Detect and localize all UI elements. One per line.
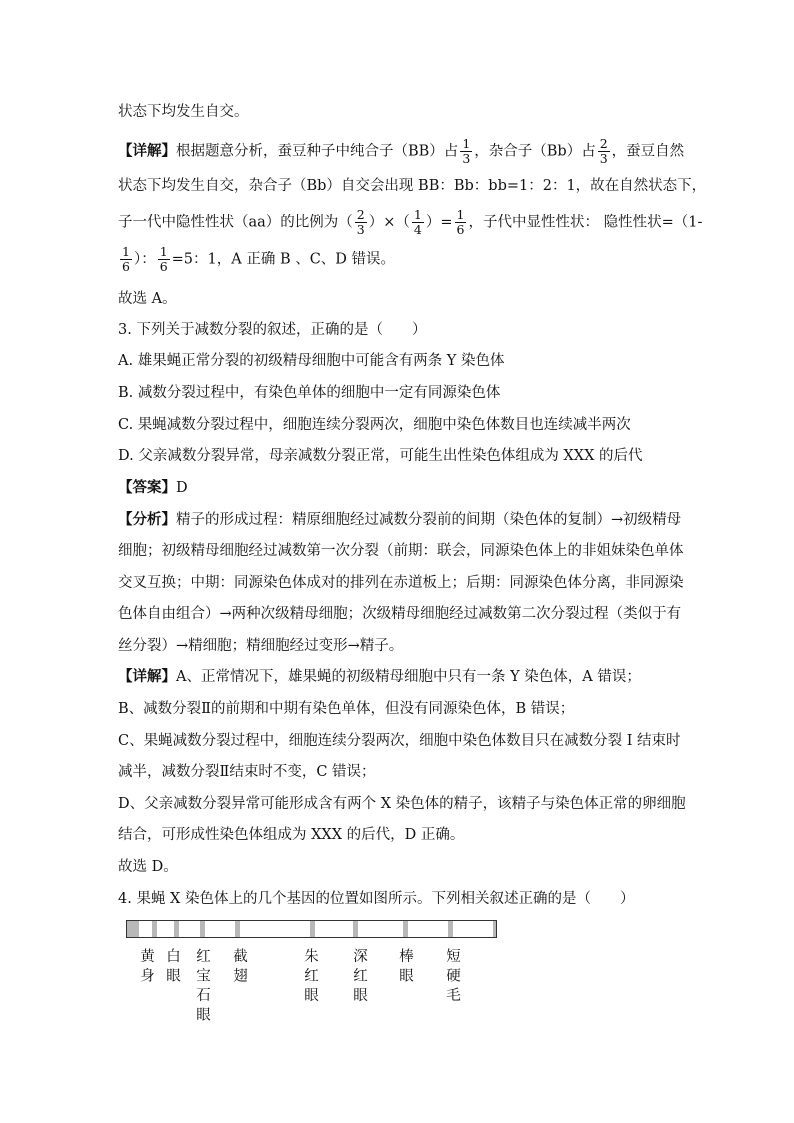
chromosome-band bbox=[157, 921, 174, 937]
gene-label: 短硬毛 bbox=[444, 948, 460, 1007]
detail-line bbox=[118, 667, 641, 687]
detail-line: C、果蝇减数分裂过程中，细胞连续分裂两次，细胞中染色体数目只在减数分裂 I 结束时 bbox=[118, 733, 681, 749]
detail-tag: 【详解】 bbox=[118, 142, 176, 160]
option-a: A. 雄果蝇正常分裂的初级精母细胞中可能含有两条 Y 染色体 bbox=[118, 353, 505, 369]
chromosome-band bbox=[240, 921, 310, 937]
analysis-line: 交叉互换；中期：同源染色体成对的排列在赤道板上；后期：同源染色体分离，非同源染 bbox=[118, 575, 684, 591]
fraction: $\frac{2}{3}$ bbox=[356, 207, 365, 237]
chromosome-band bbox=[358, 921, 403, 937]
detail-line: D、父亲减数分裂异常可能形成含有两个 X 染色体的精子，该精子与染色体正常的卵细胞 bbox=[118, 796, 686, 812]
detail-tag: 【详解】 bbox=[118, 668, 176, 685]
text-segment: ，子代中显性性状： 隐性性状=（1- bbox=[468, 214, 703, 231]
analysis-line: 色体自由组合）→两种次级精母细胞；次级精母细胞经过减数第二次分裂过程（类似于有 bbox=[118, 606, 682, 622]
gene-label: 白眼 bbox=[164, 948, 180, 987]
text-line: 状态下均发生自交，杂合子（Bb）自交会出现 BB：Bb：bb=1：2：1，故在自然状态下， bbox=[118, 178, 707, 194]
text-segment: ）： bbox=[133, 251, 156, 268]
gene-label: 棒眼 bbox=[397, 948, 413, 987]
text-segment: A、正常情况下，雄果蝇的初级精母细胞中只有一条 Y 染色体，A 错误； bbox=[176, 669, 641, 685]
chromosome-band bbox=[179, 921, 200, 937]
option-d: D. 父亲减数分裂异常，母亲减数分裂正常，可能生出性染色体组成为 XXX 的后代 bbox=[118, 448, 643, 464]
fraction-one-third: $\frac{1}{3}$ bbox=[462, 136, 471, 166]
answer-value: D bbox=[176, 480, 188, 496]
gene-label: 红宝石眼 bbox=[194, 948, 210, 1026]
gene-label: 黄身 bbox=[138, 948, 154, 987]
analysis-line: 丝分裂）→精细胞；精细胞经过变形→精子。 bbox=[118, 638, 404, 654]
option-c: C. 果蝇减数分裂过程中，细胞连续分裂两次，细胞中染色体数目也连续减半两次 bbox=[118, 417, 631, 433]
option-b: B. 减数分裂过程中，有染色单体的细胞中一定有同源染色体 bbox=[118, 385, 501, 401]
gene-label: 深红眼 bbox=[351, 948, 367, 1007]
fraction: $\frac{1}{6}$ bbox=[122, 244, 130, 274]
chromosome-band bbox=[408, 921, 448, 937]
gene-label: 朱红眼 bbox=[302, 948, 318, 1007]
conclusion-line: 故选 A。 bbox=[118, 291, 177, 307]
chromosome-band bbox=[315, 921, 353, 937]
fraction-two-thirds: $\frac{2}{3}$ bbox=[599, 136, 608, 166]
chromosome-band bbox=[139, 921, 152, 937]
detail-line: 减半，减数分裂Ⅱ结束时不变，C 错误； bbox=[118, 764, 376, 780]
detail-line: 结合，可形成性染色体组成为 XXX 的后代，D 正确。 bbox=[118, 827, 465, 843]
text-line: 状态下均发生自交。 bbox=[118, 104, 249, 120]
x-chromosome-diagram bbox=[126, 920, 497, 938]
text-segment: 子一代中隐性性状（aa）的比例为（ bbox=[118, 214, 353, 231]
text-segment: ，蚕豆自然 bbox=[611, 143, 685, 160]
fraction: $\frac{1}{4}$ bbox=[413, 207, 422, 237]
analysis-line: 细胞；初级精母细胞经过减数第一次分裂（前期：联会，同源染色体上的非姐妹染色单体 bbox=[118, 543, 684, 559]
answer-tag: 【答案】 bbox=[118, 479, 176, 496]
text-segment: ）= bbox=[425, 214, 453, 231]
analysis-tag: 【分析】 bbox=[118, 511, 176, 528]
question-4-stem: 4. 果蝇 X 染色体上的几个基因的位置如图所示。下列相关叙述正确的是（ ） bbox=[118, 891, 635, 907]
text-segment: ，杂合子（Bb）占 bbox=[474, 143, 596, 160]
chromosome-band bbox=[205, 921, 235, 937]
analysis-line bbox=[118, 510, 681, 530]
ratio-line bbox=[118, 208, 702, 237]
text-segment: 精子的形成过程：精原细胞经过减数分裂前的间期（染色体的复制）→初级精母 bbox=[176, 512, 682, 528]
text-segment: 根据题意分析，蚕豆种子中纯合子（BB）占 bbox=[176, 143, 459, 160]
detail-paragraph bbox=[118, 137, 684, 166]
fraction: $\frac{1}{6}$ bbox=[456, 207, 465, 237]
text-segment: ）×（ bbox=[368, 214, 410, 231]
detail-line: B、减数分裂Ⅱ的前期和中期有染色单体，但没有同源染色体，B 错误； bbox=[118, 701, 575, 717]
gene-label: 截翅 bbox=[231, 948, 247, 987]
conclusion-line: 故选 D。 bbox=[118, 859, 178, 875]
fraction: $\frac{1}{6}$ bbox=[159, 244, 168, 274]
text-segment: =5：1，A 正确 B 、C、D 错误。 bbox=[171, 251, 396, 268]
ratio-line bbox=[118, 245, 395, 274]
answer-line bbox=[118, 478, 188, 498]
chromosome-band bbox=[453, 921, 493, 937]
question-3-stem: 3. 下列关于减数分裂的叙述，正确的是（ ） bbox=[118, 322, 427, 338]
